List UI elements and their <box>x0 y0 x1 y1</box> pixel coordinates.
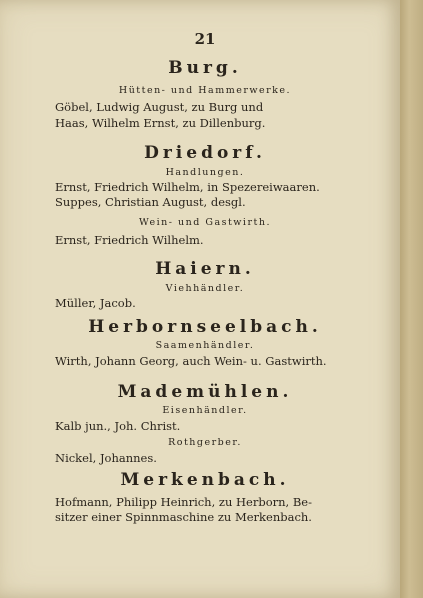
entry-haas: Haas, Wilhelm Ernst, zu Dillenburg. <box>55 116 266 130</box>
section-heading-burg: Burg. <box>168 58 242 78</box>
section-heading-mademuehlen: Mademühlen. <box>117 382 293 402</box>
category-wein-gastwirth: Wein- und Gastwirth. <box>139 217 271 228</box>
category-viehhaendler: Viehhändler. <box>165 283 245 294</box>
page-number: 21 <box>194 30 216 48</box>
entry-hofmann-line1: Hofmann, Philipp Heinrich, zu Herborn, Be- <box>55 495 312 509</box>
category-handlungen: Handlungen. <box>165 167 245 178</box>
entry-ernst-wirth: Ernst, Friedrich Wilhelm. <box>55 233 204 247</box>
entry-nickel: Nickel, Johannes. <box>55 451 157 465</box>
category-eisenhaendler: Eisenhändler. <box>162 405 248 416</box>
entry-goebel: Göbel, Ludwig August, zu Burg und <box>55 100 264 114</box>
entry-ernst-spezerei: Ernst, Friedrich Wilhelm, in Spezereiwaaren. <box>55 180 320 194</box>
category-huetten-hammerwerke: Hütten- und Hammerwerke. <box>118 85 292 96</box>
section-heading-haiern: Haiern. <box>155 259 255 279</box>
entry-kalb: Kalb jun., Joh. Christ. <box>55 419 181 433</box>
entry-wirth: Wirth, Johann Georg, auch Wein- u. Gastwirth. <box>55 354 327 368</box>
section-heading-herbornseelbach: Herbornseelbach. <box>88 317 322 337</box>
entry-hofmann-line2: sitzer einer Spinnmaschine zu Merkenbach. <box>55 510 312 524</box>
section-heading-merkenbach: Merkenbach. <box>120 470 290 490</box>
category-rothgerber: Rothgerber. <box>168 437 242 448</box>
book-page-edge <box>400 0 423 598</box>
category-saamenhaendler: Saamenhändler. <box>155 340 255 351</box>
section-heading-driedorf: Driedorf. <box>144 143 266 163</box>
entry-suppes: Suppes, Christian August, desgl. <box>55 195 246 209</box>
entry-mueller: Müller, Jacob. <box>55 296 136 310</box>
